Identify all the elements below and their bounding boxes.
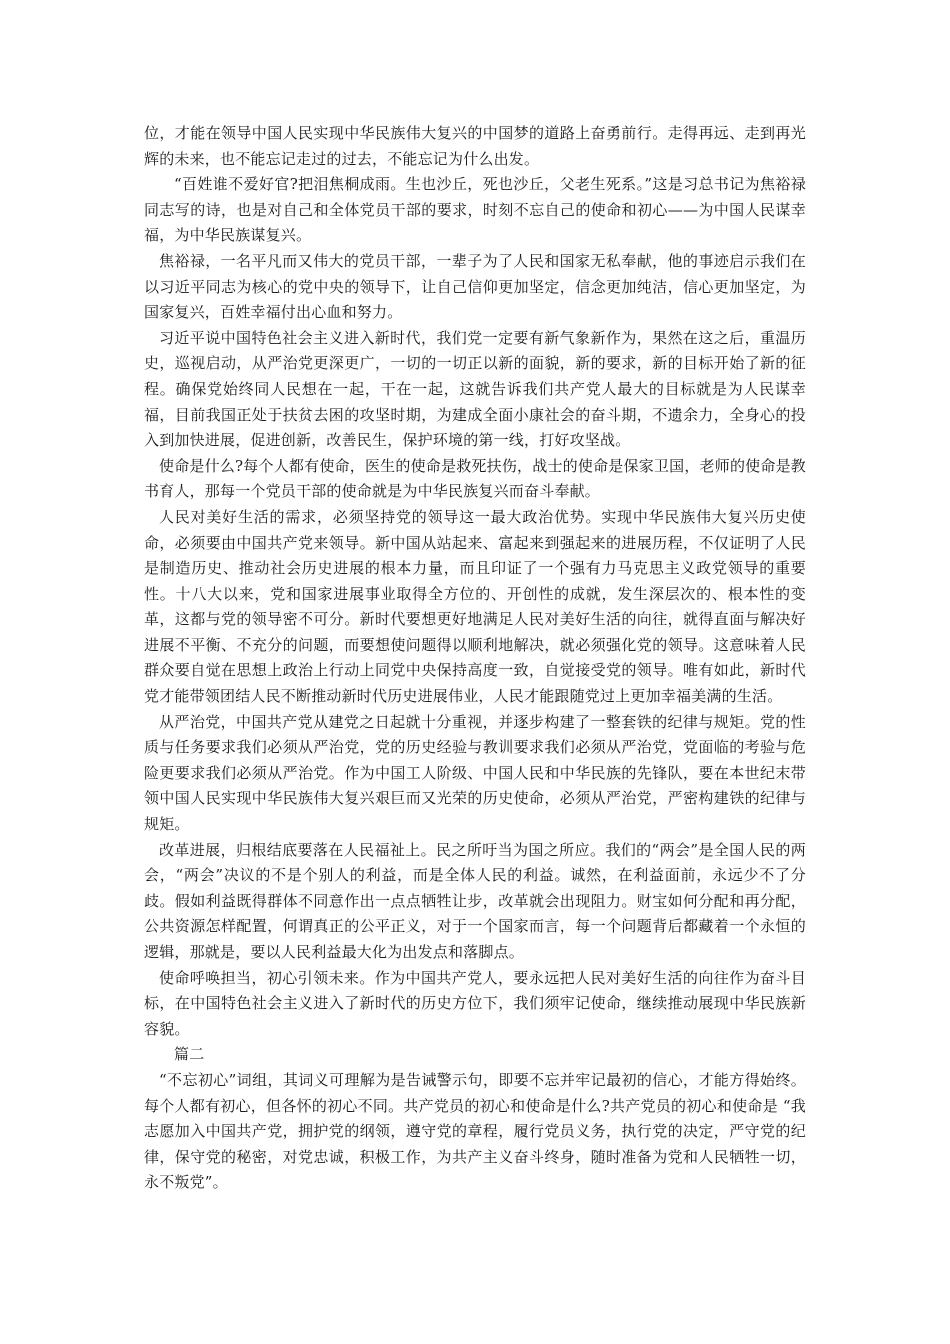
paragraph-reform: 改革进展，归根结底要落在人民福祉上。民之所吁当为国之所应。我们的“两会”是全国人民的两会，“两会”决议的不是个别人的利益，而是全体人民的利益。诚然，在利益面前，永远少不了分歧。假如利益既得群体不同意作出一点点牺牲让步，改革就会出现阻力。财宝如何分配和再分配，公共资源怎样配置，何谓真正的公平正义，对于一个国家而言，每一个问题背后都藏着一个永恒的逻辑，那就是，要以人民利益最大化为出发点和落脚点。: [144, 840, 806, 961]
paragraph-calling: 使命呼唤担当，初心引领未来。作为中国共产党人，要永远把人民对美好生活的向往作为奋斗目标，在中国特色社会主义进入了新时代的历史方位下，我们须牢记使命，继续推动展现中华民族新容貌。: [144, 968, 806, 1038]
paragraph-continuation: 位，才能在领导中国人民实现中华民族伟大复兴的中国梦的道路上奋勇前行。走得再远、走到再光辉的未来，也不能忘记走过的过去，不能忘记为什么出发。: [144, 124, 806, 168]
document-body: [144, 121, 806, 1196]
paragraph-strict-governance: 从严治党，中国共产党从建党之日起就十分重视，并逐步构建了一整套铁的纪律与规矩。党的性质与任务要求我们必须从严治党，党的历史经验与教训要求我们必须从严治党，党面临的考验与危险更要求我们必须从严治党。作为中国工人阶级、中国人民和中华民族的先锋队，要在本世纪末带领中国人民实现中华民族伟大复兴艰巨而又光荣的历史使命，必须从严治党，严密构建铁的纪律与规矩。: [144, 712, 806, 834]
paragraph-mission: 使命是什么?每个人都有使命，医生的使命是救死扶伤，战士的使命是保家卫国，老师的使命是教书育人，那每一个党员干部的使命就是为中华民族复兴而奋斗奉献。: [144, 456, 806, 501]
paragraph-party-leadership: 人民对美好生活的需求，必须坚持党的领导这一最大政治优势。实现中华民族伟大复兴历史使命，必须要由中国共产党来领导。新中国从站起来、富起来到强起来的进展历程，不仅证明了人民是制造历史、推动社会历史进展的根本力量，而且印证了一个强有力马克思主义政党领导的重要性。十八大以来，党和国家进展事业取得全方位的、开创性的成就，发生深层次的、根本性的变革，这都与党的领导密不可分。新时代要想更好地满足人民对美好生活的向往，就得直面与解决好进展不平衡、不充分的问题，而要想使问题得以顺利地解决，就必须强化党的领导。这意味着人民群众要自觉在思想上政治上行动上同党中央保持高度一致，自觉接受党的领导。唯有如此，新时代党才能带领团结人民不断推动新时代历史进展伟业，人民才能跟随党过上更加幸福美满的生活。: [144, 507, 806, 706]
paragraph-original-aspiration: “不忘初心”词组，其词义可理解为是告诫警示句，即要不忘并牢记最初的信心，才能方得始终。每个人都有初心，但各怀的初心不同。共产党员的初心和使命是什么?共产党员的初心和使命是 “我志愿加入中国共产党，拥护党的纲领，遵守党的章程，履行党员义务，执行党的决定，严守党的纪律，保守党的秘密，对党忠诚，积极工作，为共产主义奋斗终身，随时准备为党和人民牺牲一切，永不叛党”。: [144, 1070, 806, 1192]
paragraph-jiao-yulu: 焦裕禄，一名平凡而又伟大的党员干部，一辈子为了人民和国家无私奉献，他的事迹启示我们在以习近平同志为核心的党中央的领导下，让自己信仰更加坚定，信念更加纯洁，信心更加坚定，为国家复兴，百姓幸福付出心血和努力。: [144, 251, 806, 322]
paragraph-poem-quote: “百姓谁不爱好官?把泪焦桐成雨。生也沙丘，死也沙丘，父老生死系。”这是习总书记为焦裕禄同志写的诗，也是对自己和全体党员干部的要求，时刻不忘自己的使命和初心——为中国人民谋幸福，为中华民族谋复兴。: [144, 175, 806, 245]
section-heading-part-two: 篇二: [174, 1045, 205, 1064]
paragraph-new-era: 习近平说中国特色社会主义进入新时代，我们党一定要有新气象新作为，果然在这之后，重温历史，巡视启动，从严治党更深更广，一切的一切正以新的面貌，新的要求，新的目标开始了新的征程。确保党始终同人民想在一起，干在一起，这就告诉我们共产党人最大的目标就是为人民谋幸福，目前我国正处于扶贫去困的攻坚时期，为建成全面小康社会的奋斗期，不遗余力，全身心的投入到加快进展，促进创新，改善民生，保护环境的第一线，打好攻坚战。: [144, 328, 806, 450]
